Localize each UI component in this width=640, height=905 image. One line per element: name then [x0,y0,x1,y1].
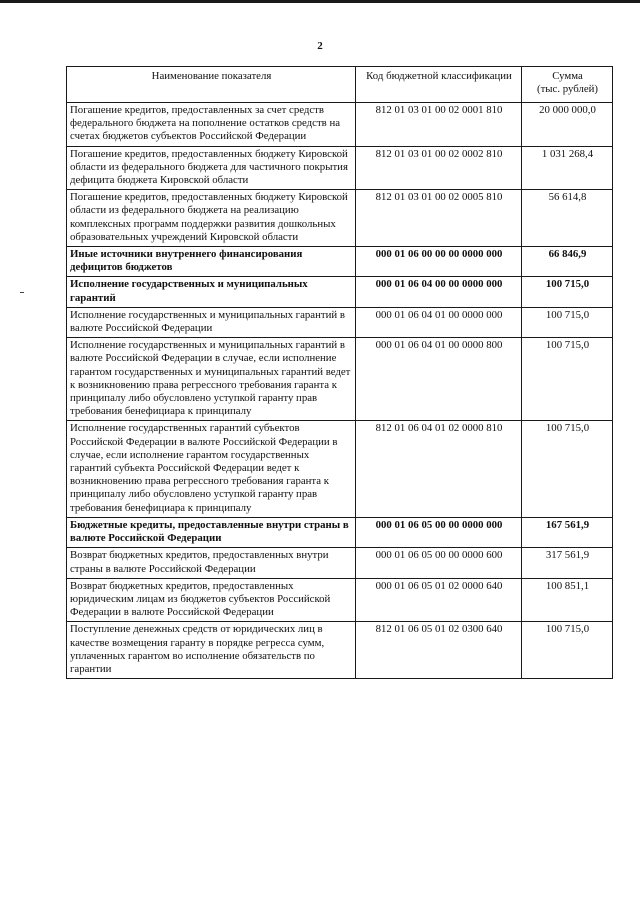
row-name-cell: Погашение кредитов, предоставленных бюджету Кировской области из федерального бюджета на реализацию комплексных программ поддержки развития дошкольных образовательных учреждений Кировской области [67,190,356,247]
row-name-cell: Исполнение государственных гарантий субъектов Российской Федерации в валюте Российской Федерации в случае, если исполнение гарантом государственных гарантий субъекта Российской Федерации ведет к возникновению права регрессного требования гаранта к принципалу либо обусловлено уступкой гаранту прав требования бенефициара к принципалу [67,421,356,517]
row-sum-cell: 100 715,0 [522,277,613,307]
row-sum-cell: 100 715,0 [522,421,613,517]
row-name-cell: Бюджетные кредиты, предоставленные внутри страны в валюте Российской Федерации [67,517,356,547]
row-sum-cell: 56 614,8 [522,190,613,247]
row-code-cell: 812 01 03 01 00 02 0002 810 [356,146,522,190]
row-code-cell: 000 01 06 04 00 00 0000 000 [356,277,522,307]
header-code: Код бюджетной классификации [356,67,522,103]
table-row [67,338,613,421]
table-row [67,548,613,578]
row-sum-cell: 66 846,9 [522,247,613,277]
table-row [67,146,613,190]
scan-top-edge [0,0,640,3]
table-row [67,517,613,547]
row-code-cell: 000 01 06 05 01 02 0000 640 [356,578,522,622]
row-name-cell: Исполнение государственных и муниципальных гарантий в валюте Российской Федерации в случае, если исполнение гарантом государственных и муниципальных гарантий ведет к возникновению права регрессного требования гаранта к принципалу либо обусловлено уступкой гаранту прав требования бенефициара к принципалу [67,338,356,421]
row-code-cell: 000 01 06 04 01 00 0000 800 [356,338,522,421]
table-row [67,307,613,337]
row-name-cell: Исполнение государственных и муниципальных гарантий в валюте Российской Федерации [67,307,356,337]
table-row [67,103,613,147]
table-row [67,247,613,277]
row-code-cell: 812 01 06 05 01 02 0300 640 [356,622,522,679]
header-sum-line1: Сумма [552,70,583,82]
table-row [67,421,613,517]
row-sum-cell: 100 715,0 [522,307,613,337]
row-sum-cell: 100 851,1 [522,578,613,622]
table-row [67,622,613,679]
row-sum-cell: 100 715,0 [522,622,613,679]
row-name-cell: Поступление денежных средств от юридических лиц в качестве возмещения гаранту в порядке регресса сумм, уплаченных гарантом во исполнение обязательств по гарантии [67,622,356,679]
row-name-cell: Погашение кредитов, предоставленных бюджету Кировской области из федерального бюджета для частичного покрытия дефицита бюджета Кировской области [67,146,356,190]
row-name-cell: Исполнение государственных и муниципальных гарантий [67,277,356,307]
row-name-cell: Иные источники внутреннего финансирования дефицитов бюджетов [67,247,356,277]
row-code-cell: 812 01 03 01 00 02 0001 810 [356,103,522,147]
row-sum-cell: 20 000 000,0 [522,103,613,147]
header-sum [522,67,613,103]
row-code-cell: 000 01 06 00 00 00 0000 000 [356,247,522,277]
row-code-cell: 000 01 06 05 00 00 0000 600 [356,548,522,578]
row-sum-cell: 317 561,9 [522,548,613,578]
header-sum-line2: (тыс. рублей) [536,83,599,96]
row-sum-cell: 100 715,0 [522,338,613,421]
row-code-cell: 812 01 06 04 01 02 0000 810 [356,421,522,517]
row-sum-cell: 1 031 268,4 [522,146,613,190]
row-code-cell: 812 01 03 01 00 02 0005 810 [356,190,522,247]
table-header-row [67,67,613,103]
row-name-cell: Возврат бюджетных кредитов, предоставленных юридическим лицам из бюджетов субъектов Российской Федерации в валюте Российской Федерации [67,578,356,622]
row-code-cell: 000 01 06 05 00 00 0000 000 [356,517,522,547]
page-number: 2 [317,40,323,52]
table-row [67,277,613,307]
header-name: Наименование показателя [67,67,356,103]
row-name-cell: Погашение кредитов, предоставленных за счет средств федерального бюджета на пополнение остатков средств на счетах бюджетов субъектов Российской Федерации [67,103,356,147]
table-row [67,190,613,247]
budget-table [66,66,613,679]
row-name-cell: Возврат бюджетных кредитов, предоставленных внутри страны в валюте Российской Федерации [67,548,356,578]
row-code-cell: 000 01 06 04 01 00 0000 000 [356,307,522,337]
margin-mark [20,292,24,293]
row-sum-cell: 167 561,9 [522,517,613,547]
table-row [67,578,613,622]
